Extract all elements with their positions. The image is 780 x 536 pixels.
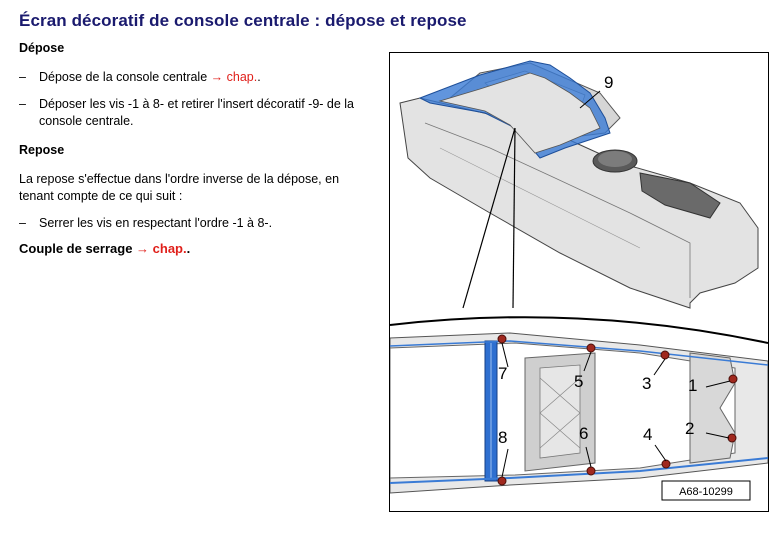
instructions-column — [19, 40, 371, 269]
callout-6: 6 — [579, 424, 589, 443]
installation-paragraph: La repose s'effectue dans l'ordre inverse de la dépose, en tenant compte de ce qui suit : — [19, 172, 340, 203]
step-text: Déposer les vis -1 à 8- et retirer l'insert décoratif -9- de la console centrale. — [39, 97, 355, 128]
step-text: Serrer les vis en respectant l'ordre -1 à 8-. — [39, 216, 273, 230]
console-illustration — [390, 53, 768, 511]
callout-1: 1 — [688, 376, 698, 395]
detail-view — [390, 317, 768, 493]
chapter-link[interactable]: → chap. — [210, 70, 258, 84]
callout-4: 4 — [643, 425, 653, 444]
torque-label: Couple de serrage — [19, 241, 137, 256]
torque-suffix: . — [186, 241, 191, 256]
torque-line — [19, 240, 371, 257]
callout-5: 5 — [574, 372, 584, 391]
figure-id: A68-10299 — [679, 486, 733, 498]
console-diagram — [389, 52, 769, 512]
callout-8: 8 — [498, 428, 508, 447]
installation-step-1 — [19, 215, 371, 232]
step-text — [39, 69, 261, 86]
step-text-body: Dépose de la console centrale — [39, 70, 211, 84]
step-dash: – — [19, 70, 26, 84]
step-dash: – — [19, 97, 26, 111]
callout-3: 3 — [642, 374, 652, 393]
step-dash: – — [19, 216, 26, 230]
removal-step-2 — [19, 96, 371, 130]
console-perspective — [400, 61, 758, 308]
callout-7: 7 — [498, 364, 508, 383]
removal-step-1 — [19, 69, 371, 86]
callout-2: 2 — [685, 419, 695, 438]
torque-chapter-link[interactable]: → chap. — [136, 241, 187, 256]
removal-heading: Dépose — [19, 41, 65, 55]
step-suffix: . — [257, 70, 261, 84]
installation-heading: Repose — [19, 143, 65, 157]
callout-9: 9 — [604, 73, 614, 92]
page-title: Écran décoratif de console centrale : dépose et repose — [19, 11, 467, 30]
